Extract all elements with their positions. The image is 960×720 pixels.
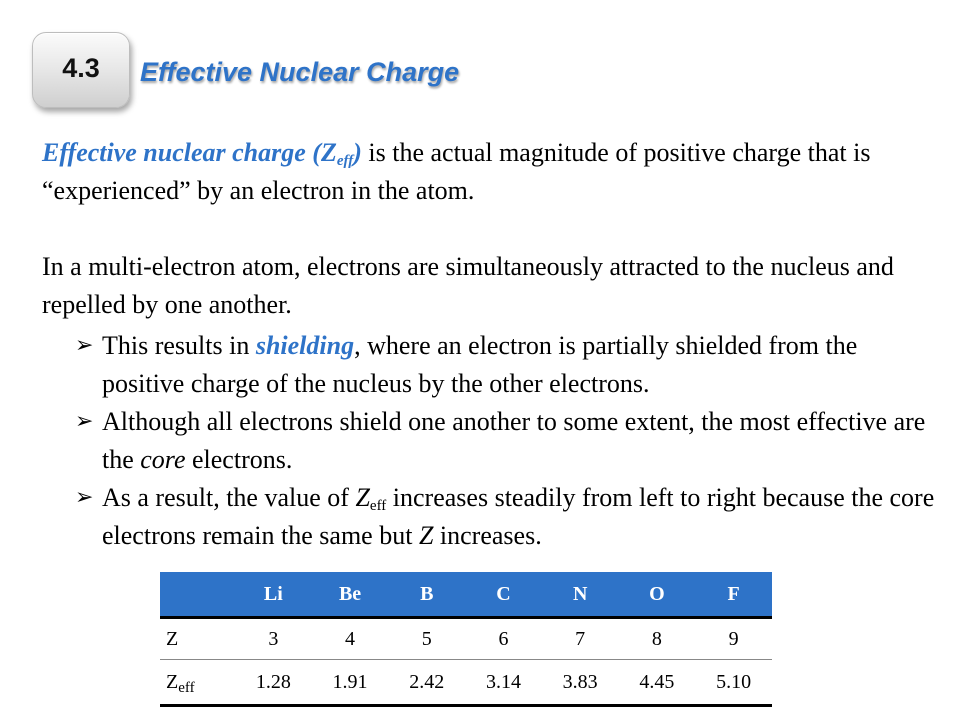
table-header-cell <box>160 572 235 618</box>
row-label: Z <box>160 618 235 660</box>
section-number: 4.3 <box>62 53 100 83</box>
table-cell: 2.42 <box>388 660 465 706</box>
table-cell: 3.14 <box>465 660 542 706</box>
arrow-bullet-icon: ➢ <box>75 409 94 434</box>
table-row-zeff <box>160 660 772 706</box>
table-header-cell: F <box>695 572 772 618</box>
row-label: $Z_{eff}$ <box>160 660 235 706</box>
slide-title: Effective Nuclear Charge <box>140 57 460 87</box>
table-header-cell: N <box>542 572 619 618</box>
zeff-table <box>160 572 772 707</box>
multi-electron-paragraph: In a multi-electron atom, electrons are simultaneously attracted to the nucleus and repelled by one another. <box>42 252 894 319</box>
definition-text: is the actual magnitude of positive charge that is “experienced” by an electron in the atom. <box>42 138 871 205</box>
table-header-cell: Be <box>312 572 389 618</box>
table-cell: 3 <box>235 618 312 660</box>
definition-paragraph <box>42 134 932 210</box>
table-cell: 3.83 <box>542 660 619 706</box>
table-header-cell: O <box>619 572 696 618</box>
table-cell: 5.10 <box>695 660 772 706</box>
table-header-cell: Li <box>235 572 312 618</box>
bullet-shielding: ➢ This results in shielding, where an electron is partially shielded from the positive charge of the nucleus by the other electrons. <box>42 327 942 403</box>
table-row-z <box>160 618 772 660</box>
table-cell: 4 <box>312 618 389 660</box>
section-badge <box>32 32 130 108</box>
table-cell: 1.91 <box>312 660 389 706</box>
bullet-core-electrons: ➢ Although all electrons shield one another to some extent, the most effective are the core electrons. <box>42 403 942 479</box>
term-label: Effective nuclear charge $(Z_{eff})$ <box>42 138 362 169</box>
table-header-cell: B <box>388 572 465 618</box>
table-cell: 7 <box>542 618 619 660</box>
core-term: core <box>140 445 186 474</box>
arrow-bullet-icon: ➢ <box>75 485 94 510</box>
table-cell: 4.45 <box>619 660 696 706</box>
table-header-row <box>160 572 772 618</box>
arrow-bullet-icon: ➢ <box>75 333 94 358</box>
bullet-list <box>42 327 942 555</box>
table-cell: 9 <box>695 618 772 660</box>
table-cell: 1.28 <box>235 660 312 706</box>
table-cell: 5 <box>388 618 465 660</box>
table-cell: 8 <box>619 618 696 660</box>
table-cell: 6 <box>465 618 542 660</box>
bullet-zeff-trend: ➢ As a result, the value of $Z_{eff}$ increases steadily from left to right because the core electrons remain the same but Z increases. <box>42 479 942 555</box>
shielding-term: shielding <box>255 331 355 360</box>
table-header-cell: C <box>465 572 542 618</box>
